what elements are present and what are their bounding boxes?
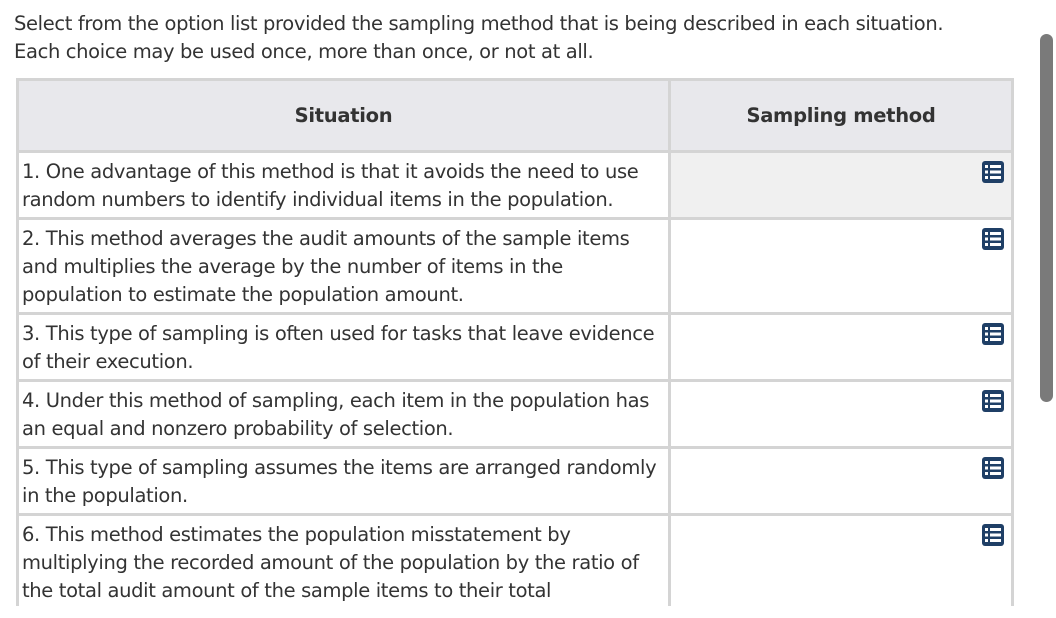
sampling-method-cell-1[interactable] bbox=[671, 153, 1014, 220]
instructions-line-1: Select from the option list provided the sampling method that is being described in each situation. bbox=[14, 12, 944, 35]
table-row bbox=[19, 153, 1014, 220]
option-list-icon[interactable] bbox=[981, 160, 1005, 184]
table-row bbox=[19, 449, 1014, 516]
vertical-scrollbar[interactable] bbox=[1036, 0, 1056, 618]
sampling-method-cell-6[interactable] bbox=[671, 516, 1014, 606]
matching-table bbox=[16, 78, 1014, 606]
sampling-method-cell-4[interactable] bbox=[671, 382, 1014, 449]
sampling-method-cell-3[interactable] bbox=[671, 315, 1014, 382]
table-row bbox=[19, 382, 1014, 449]
option-list-icon[interactable] bbox=[981, 523, 1005, 547]
option-list-icon[interactable] bbox=[981, 389, 1005, 413]
situation-cell-5: 5. This type of sampling assumes the items are arranged randomly in the population. bbox=[19, 449, 671, 516]
instructions bbox=[14, 10, 1014, 66]
option-list-icon[interactable] bbox=[981, 322, 1005, 346]
situation-cell-6: 6. This method estimates the population misstatement by multiplying the recorded amount of the population by the ratio of the total audit amount of the sample items to their total bbox=[19, 516, 671, 606]
situation-cell-2: 2. This method averages the audit amounts of the sample items and multiplies the average by the number of items in the population to estimate the population amount. bbox=[19, 220, 671, 315]
sampling-method-cell-5[interactable] bbox=[671, 449, 1014, 516]
sampling-method-cell-2[interactable] bbox=[671, 220, 1014, 315]
matching-table-container bbox=[16, 78, 1014, 606]
table-row bbox=[19, 315, 1014, 382]
situation-cell-4: 4. Under this method of sampling, each item in the population has an equal and nonzero probability of selection. bbox=[19, 382, 671, 449]
option-list-icon[interactable] bbox=[981, 456, 1005, 480]
sampling-method-header: Sampling method bbox=[671, 81, 1014, 153]
scrollbar-thumb[interactable] bbox=[1040, 34, 1053, 402]
situation-cell-1: 1. One advantage of this method is that it avoids the need to use random numbers to identify individual items in the population. bbox=[19, 153, 671, 220]
table-row bbox=[19, 516, 1014, 606]
instructions-line-2: Each choice may be used once, more than once, or not at all. bbox=[14, 40, 594, 63]
situation-cell-3: 3. This type of sampling is often used for tasks that leave evidence of their execution. bbox=[19, 315, 671, 382]
table-header-row bbox=[19, 81, 1014, 153]
table-row bbox=[19, 220, 1014, 315]
situation-header: Situation bbox=[19, 81, 671, 153]
option-list-icon[interactable] bbox=[981, 227, 1005, 251]
